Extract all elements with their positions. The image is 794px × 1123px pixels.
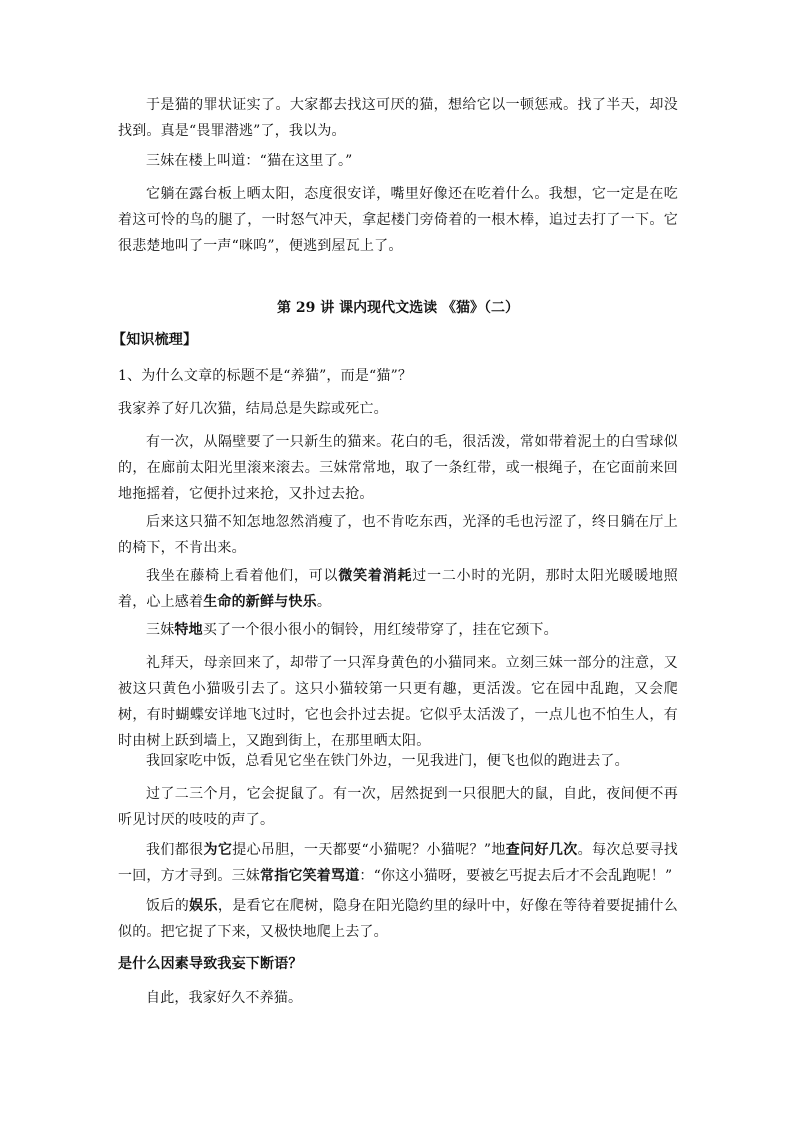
emphasis-text: 生命的新鲜与快乐 — [203, 594, 317, 610]
section-heading: 【知识梳理】 — [112, 332, 198, 348]
emphasis-text: 常指它笑着骂道 — [260, 868, 360, 884]
emphasis-text: 特地 — [174, 622, 203, 638]
paragraph-j: 自此，我家好久不养猫。 — [146, 990, 303, 1006]
question-1: 1、为什么文章的标题不是“养猫”，而是“猫”？ — [118, 368, 413, 384]
paragraph-g: 过了二三个月，它会捉鼠了。有一次，居然捉到一只很肥大的鼠，自此，夜间便不再听见讨厌的吱吱的声了。 — [118, 786, 678, 828]
intro-paragraph-3: 它躺在露台板上晒太阳，态度很安详，嘴里好像还在吃着什么。我想，它一定是在吃着这可怜的鸟的腿了，一时怒气冲天，拿起楼门旁倚着的一根木棒，追过去打了一下。它很悲楚地叫了一声“咪呜”，便逃到屋瓦上了。 — [118, 186, 678, 254]
question-2: 是什么因素导致我妄下断语？ — [118, 956, 303, 972]
text-segment: 饭后的 — [146, 898, 190, 914]
paragraph-a: 有一次，从隔壁要了一只新生的猫来。花白的毛，很活泼，常如带着泥土的白雪球似的，在廊前太阳光里滚来滚去。三妹常常地，取了一条红带，或一根绳子，在它面前来回地拖摇着，它便扑过来抢，又扑过去抢。 — [118, 434, 678, 502]
text-segment: 买了一个很小很小的铜铃，用红绫带穿了，挂在它颈下。 — [202, 622, 558, 638]
paragraph-e: 礼拜天，母亲回来了，却带了一只浑身黄色的小猫同来。立刻三妹一部分的注意，又被这只黄色小猫吸引去了。这只小猫较第一只更有趣，更活泼。它在园中乱跑，又会爬树，有时蝴蝶安详地飞过时，它也会扑过去捉。它似乎太活泼了，一点儿也不怕生人，有时由树上跃到墙上，又跑到街上，在那里晒太阳。 — [118, 655, 678, 749]
text-segment: 。 — [316, 594, 332, 610]
emphasis-text: 查问好几次 — [505, 842, 578, 858]
lesson-title: 第 29 讲 课内现代文选读 《猫》（二） — [277, 300, 519, 316]
text-segment: ，是看它在爬树，隐身在阳光隐约里的绿叶中，好像在等待着要捉捕什么似的。把它捉了下来，又极快地爬上去了。 — [118, 898, 678, 940]
emphasis-text: 娱乐 — [189, 898, 218, 914]
paragraph-d — [118, 617, 678, 643]
emphasis-text: 为它 — [203, 842, 233, 858]
paragraph-f: 我回家吃中饭，总看见它坐在铁门外边，一见我进门，便飞也似的跑进去了。 — [146, 753, 629, 769]
emphasis-text: 微笑着消耗 — [338, 568, 413, 584]
text-segment: 我坐在藤椅上看着他们，可以 — [146, 568, 339, 584]
intro-paragraph-1: 于是猫的罪状证实了。大家都去找这可厌的猫，想给它以一顿惩戒。找了半天，却没找到。真是“畏罪潜逃”了，我以为。 — [118, 97, 678, 139]
paragraph-h — [118, 837, 678, 889]
text-segment: 三妹 — [146, 622, 175, 638]
paragraph-c — [118, 563, 678, 615]
text-segment: 。每次总要寻找一回，方才寻到。三妹 — [118, 842, 679, 884]
text-segment: 提心吊胆，一天都要“小猫呢？小猫呢？”地 — [232, 842, 506, 858]
text-segment: 过一二小时的光阴，那时太阳光暖暖地照着，心上感着 — [118, 568, 678, 610]
paragraph-b: 后来这只猫不知怎地忽然消瘦了，也不肯吃东西，光泽的毛也污涩了，终日躺在厅上的椅下，不肯出来。 — [118, 514, 678, 556]
text-segment: ：“你这小猫呀，要被乞丐捉去后才不会乱跑呢！” — [359, 868, 673, 884]
text-segment: 我们都很 — [146, 842, 204, 858]
intro-paragraph-2: 三妹在楼上叫道：“猫在这里了。” — [146, 153, 353, 169]
paragraph-line-1: 我家养了好几次猫，结局总是失踪或死亡。 — [118, 401, 388, 417]
paragraph-i — [118, 893, 678, 945]
